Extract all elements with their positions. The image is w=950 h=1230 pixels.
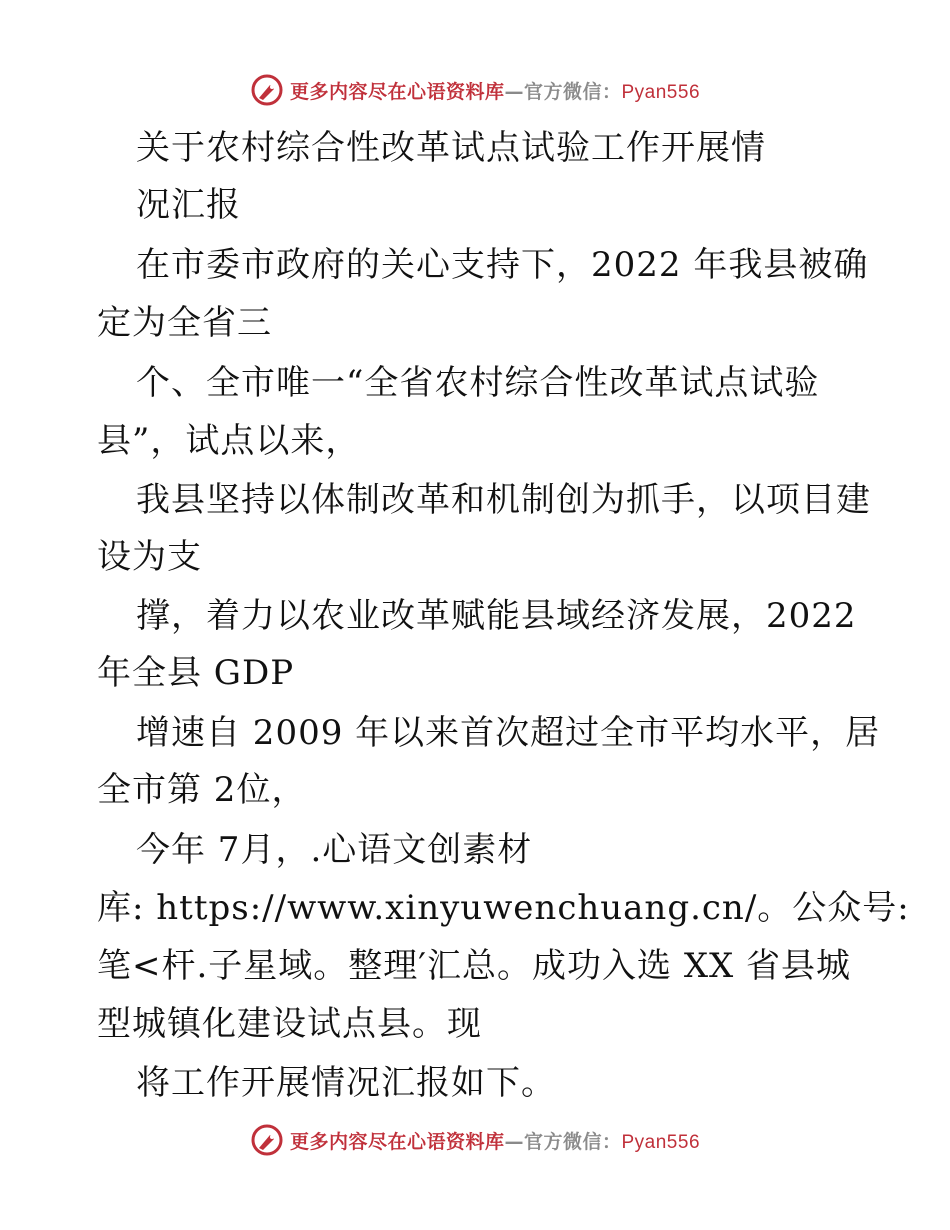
paragraph-line: 设为支 bbox=[97, 537, 202, 577]
document-title-line-1: 关于农村综合性改革试点试验工作开展情 bbox=[136, 128, 766, 168]
paragraph-line: 将工作开展情况汇报如下。 bbox=[136, 1063, 556, 1103]
pen-nib-logo-icon bbox=[250, 1123, 284, 1157]
watermark-slogan: 更多内容尽在心语资料库 bbox=[289, 1130, 505, 1153]
paragraph-line: 个、全市唯一“全省农村综合性改革试点试验 bbox=[136, 363, 820, 403]
watermark-wechat-id: Pyan556 bbox=[621, 81, 701, 103]
pen-nib-logo-icon bbox=[250, 73, 284, 107]
paragraph-line: 库: https://www.xinyuwenchuang.cn/。公众号: bbox=[97, 888, 910, 928]
watermark-wechat-label: 官方微信： bbox=[523, 1130, 622, 1153]
watermark-text bbox=[290, 1127, 700, 1154]
watermark-slogan: 更多内容尽在心语资料库 bbox=[289, 80, 505, 103]
watermark-banner-top bbox=[0, 70, 950, 110]
paragraph-line: 年全县 GDP bbox=[97, 653, 295, 693]
document-title-line-2: 况汇报 bbox=[136, 185, 241, 225]
paragraph-line: 笔<杆.子星域。整理′汇总。成功入选 XX 省县城 bbox=[97, 946, 852, 986]
paragraph-line: 县”，试点以来， bbox=[97, 421, 361, 461]
paragraph-line: 定为全省三 bbox=[97, 303, 272, 343]
paragraph-line: 在市委市政府的关心支持下，2022 年我县被确 bbox=[136, 245, 869, 285]
paragraph-line: 增速自 2009 年以来首次超过全市平均水平，居 bbox=[136, 713, 881, 753]
watermark-wechat-label: 官方微信： bbox=[523, 80, 622, 103]
watermark-separator: — bbox=[504, 1130, 524, 1153]
paragraph-line: 全市第 2位， bbox=[97, 770, 307, 810]
watermark-wechat-id: Pyan556 bbox=[621, 1131, 701, 1153]
paragraph-line: 我县坚持以体制改革和机制创为抓手，以项目建 bbox=[136, 480, 871, 520]
watermark-text bbox=[290, 77, 700, 104]
watermark-banner-bottom bbox=[0, 1120, 950, 1160]
paragraph-line: 撑，着力以农业改革赋能县域经济发展，2022 bbox=[136, 596, 857, 636]
paragraph-line: 型城镇化建设试点县。现 bbox=[97, 1004, 482, 1044]
watermark-separator: — bbox=[504, 80, 524, 103]
paragraph-line: 今年 7月，.心语文创素材 bbox=[136, 830, 533, 870]
